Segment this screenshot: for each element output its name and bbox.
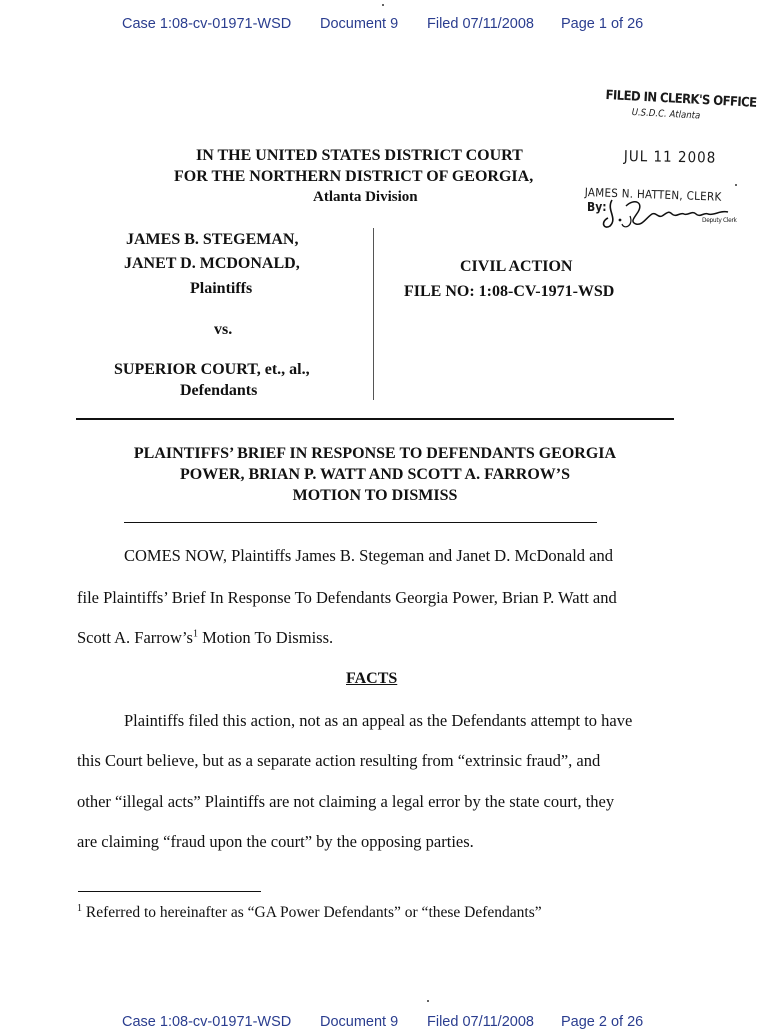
plaintiffs-label: Plaintiffs — [190, 280, 253, 297]
intro-line-3-tail: Motion To Dismiss. — [197, 628, 334, 647]
filing-header-bottom — [0, 1014, 768, 1034]
defendants-label: Defendants — [180, 382, 258, 399]
stamp-clerk-name: JAMES N. HATTEN, CLERK — [584, 185, 722, 204]
stamp-filed-in-clerks-office: FILED IN CLERK'S OFFICE — [605, 88, 757, 111]
document-title-line1: PLAINTIFFS’ BRIEF IN RESPONSE TO DEFENDANTS GEORGIA — [133, 445, 617, 462]
stamp-speck — [735, 184, 737, 186]
court-name-line2: FOR THE NORTHERN DISTRICT OF GEORGIA, — [174, 168, 534, 185]
bottom-header-page-count: Page 2 of 26 — [561, 1014, 644, 1030]
court-division: Atlanta Division — [313, 189, 418, 205]
stamp-date: JUL 11 2008 — [623, 147, 717, 167]
header-page-count: Page 1 of 26 — [561, 16, 644, 32]
clerk-signature — [600, 196, 750, 232]
footnote-reference: 1 — [192, 628, 198, 640]
file-number: FILE NO: 1:08-CV-1971-WSD — [404, 283, 615, 300]
intro-line-2: file Plaintiffs’ Brief In Response To Defendants Georgia Power, Brian P. Watt and — [77, 588, 617, 607]
filing-header-top — [0, 16, 768, 36]
intro-line-3 — [77, 628, 333, 648]
document-title-line2: POWER, BRIAN P. WATT AND SCOTT A. FARROW’S — [180, 466, 570, 483]
bottom-header-case-number: Case 1:08-cv-01971-WSD — [122, 1014, 292, 1030]
stamp-usdc-atlanta: U.S.D.C. Atlanta — [631, 107, 701, 122]
stamp-deputy-clerk: Deputy Clerk — [702, 216, 737, 224]
facts-line-3: other “illegal acts” Plaintiffs are not claiming a legal error by the state court, they — [77, 792, 615, 811]
caption-divider — [373, 228, 374, 400]
intro-line-1: COMES NOW, Plaintiffs James B. Stegeman and Janet D. McDonald and — [124, 546, 613, 565]
intro-line-3-text: Scott A. Farrow’s — [77, 628, 193, 647]
header-filed-date: Filed 07/11/2008 — [427, 16, 534, 32]
facts-line-4: are claiming “fraud upon the court” by the opposing parties. — [77, 832, 474, 851]
defendant-name: SUPERIOR COURT, et., al., — [114, 361, 310, 378]
header-document-number: Document 9 — [320, 16, 399, 32]
scan-speck-bottom — [427, 1000, 429, 1002]
facts-heading: FACTS — [346, 670, 398, 687]
document-title-line3: MOTION TO DISMISS — [292, 487, 458, 504]
court-name-line1: IN THE UNITED STATES DISTRICT COURT — [196, 147, 523, 164]
civil-action-label: CIVIL ACTION — [460, 258, 573, 275]
bottom-header-document-number: Document 9 — [320, 1014, 399, 1030]
facts-line-2: this Court believe, but as a separate action resulting from “extrinsic fraud”, and — [77, 751, 601, 770]
scan-speck — [382, 4, 384, 6]
versus: vs. — [214, 321, 233, 338]
facts-line-1: Plaintiffs filed this action, not as an appeal as the Defendants attempt to have — [124, 711, 633, 730]
plaintiff-2: JANET D. MCDONALD, — [124, 255, 300, 272]
title-underline — [124, 522, 597, 523]
plaintiff-1: JAMES B. STEGEMAN, — [126, 231, 299, 248]
header-case-number: Case 1:08-cv-01971-WSD — [122, 16, 292, 32]
footnote-text: Referred to hereinafter as “GA Power Defendants” or “these Defendants” — [82, 904, 542, 922]
bottom-header-filed-date: Filed 07/11/2008 — [427, 1014, 534, 1030]
stamp-by-label: By: — [587, 200, 607, 214]
footnote-separator — [78, 891, 261, 892]
footnote — [77, 903, 542, 922]
footnote-marker: 1 — [77, 903, 82, 914]
caption-rule — [76, 418, 674, 420]
